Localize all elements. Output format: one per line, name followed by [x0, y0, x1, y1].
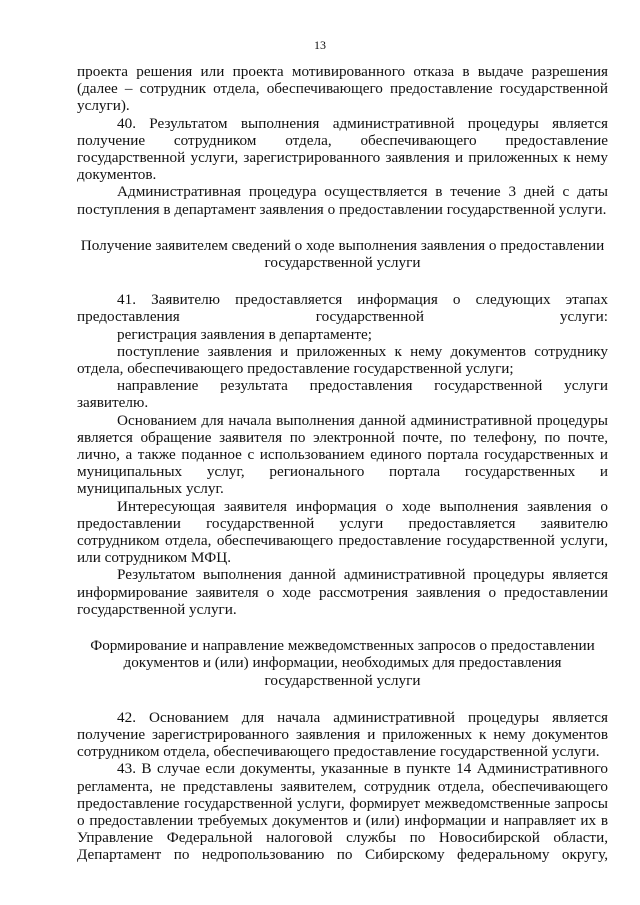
paragraph-41: 41. Заявителю предоставляется информация о следующих этапах предоставления государственной услуги:: [77, 291, 608, 326]
list-item-submission: поступление заявления и приложенных к нему документов сотруднику отдела, обеспечивающего предоставление государственной услуги;: [77, 342, 608, 378]
document-body: [77, 63, 608, 864]
section-heading-status-info: Получение заявителем сведений о ходе выполнения заявления о предоставлении государственной услуги: [80, 236, 605, 272]
paragraph-grounds: Основанием для начала выполнения данной административной процедуры является обращение заявителя по электронной почте, по телефону, по почте, лично, а также поданное с использованием единого портала государственных и муниципальных услуг, регионального портала государственных и муниципальных услуг.: [77, 411, 608, 498]
paragraph-info-provision: Интересующая заявителя информация о ходе выполнения заявления о предоставлении государственной услуги предоставляется заявителю сотрудником отдела, обеспечивающего предоставление государственной услуги, или сотрудником МФЦ.: [77, 497, 608, 567]
section-heading-interagency-requests: Формирование и направление межведомственных запросов о предоставлении документов и (или) информации, необходимых для предоставления государственной услуги: [90, 637, 595, 689]
paragraph-procedure-term: Административная процедура осуществляется в течение 3 дней с даты поступления в департамент заявления о предоставлении государственной услуги.: [77, 183, 608, 218]
paragraph-continuation: проекта решения или проекта мотивированного отказа в выдаче разрешения (далее – сотрудник отдела, обеспечивающего предоставление государственной услуги).: [77, 63, 608, 115]
list-item-result-delivery: направление результата предоставления государственной услуги заявителю.: [77, 377, 608, 412]
paragraph-result: Результатом выполнения данной административной процедуры является информирование заявителя о ходе рассмотрения заявления о предоставлении государственной услуги.: [77, 566, 608, 618]
paragraph-43: 43. В случае если документы, указанные в пункте 14 Административного регламента, не представлены заявителем, сотрудник отдела, обеспечивающего предоставление государственной услуги, формирует межведомственные запросы о предоставлении требуемых документов и (или) информации и направляет их в Управление Федеральной налоговой службы по Новосибирской области, Департамент по недропользованию по Сибирскому федеральному округу,: [77, 760, 608, 864]
paragraph-42: 42. Основанием для начала административной процедуры является получение зарегистрированного заявления и приложенных к нему документов сотрудником отдела, обеспечивающего предоставление государственной услуги.: [77, 708, 608, 761]
paragraph-40: 40. Результатом выполнения административной процедуры является получение сотрудником отдела, обеспечивающего предоставление государственной услуги, зарегистрированного заявления и приложенных к нему документов.: [77, 114, 608, 184]
list-item-registration: регистрация заявления в департаменте;: [117, 325, 373, 343]
page-number: 13: [314, 38, 326, 52]
